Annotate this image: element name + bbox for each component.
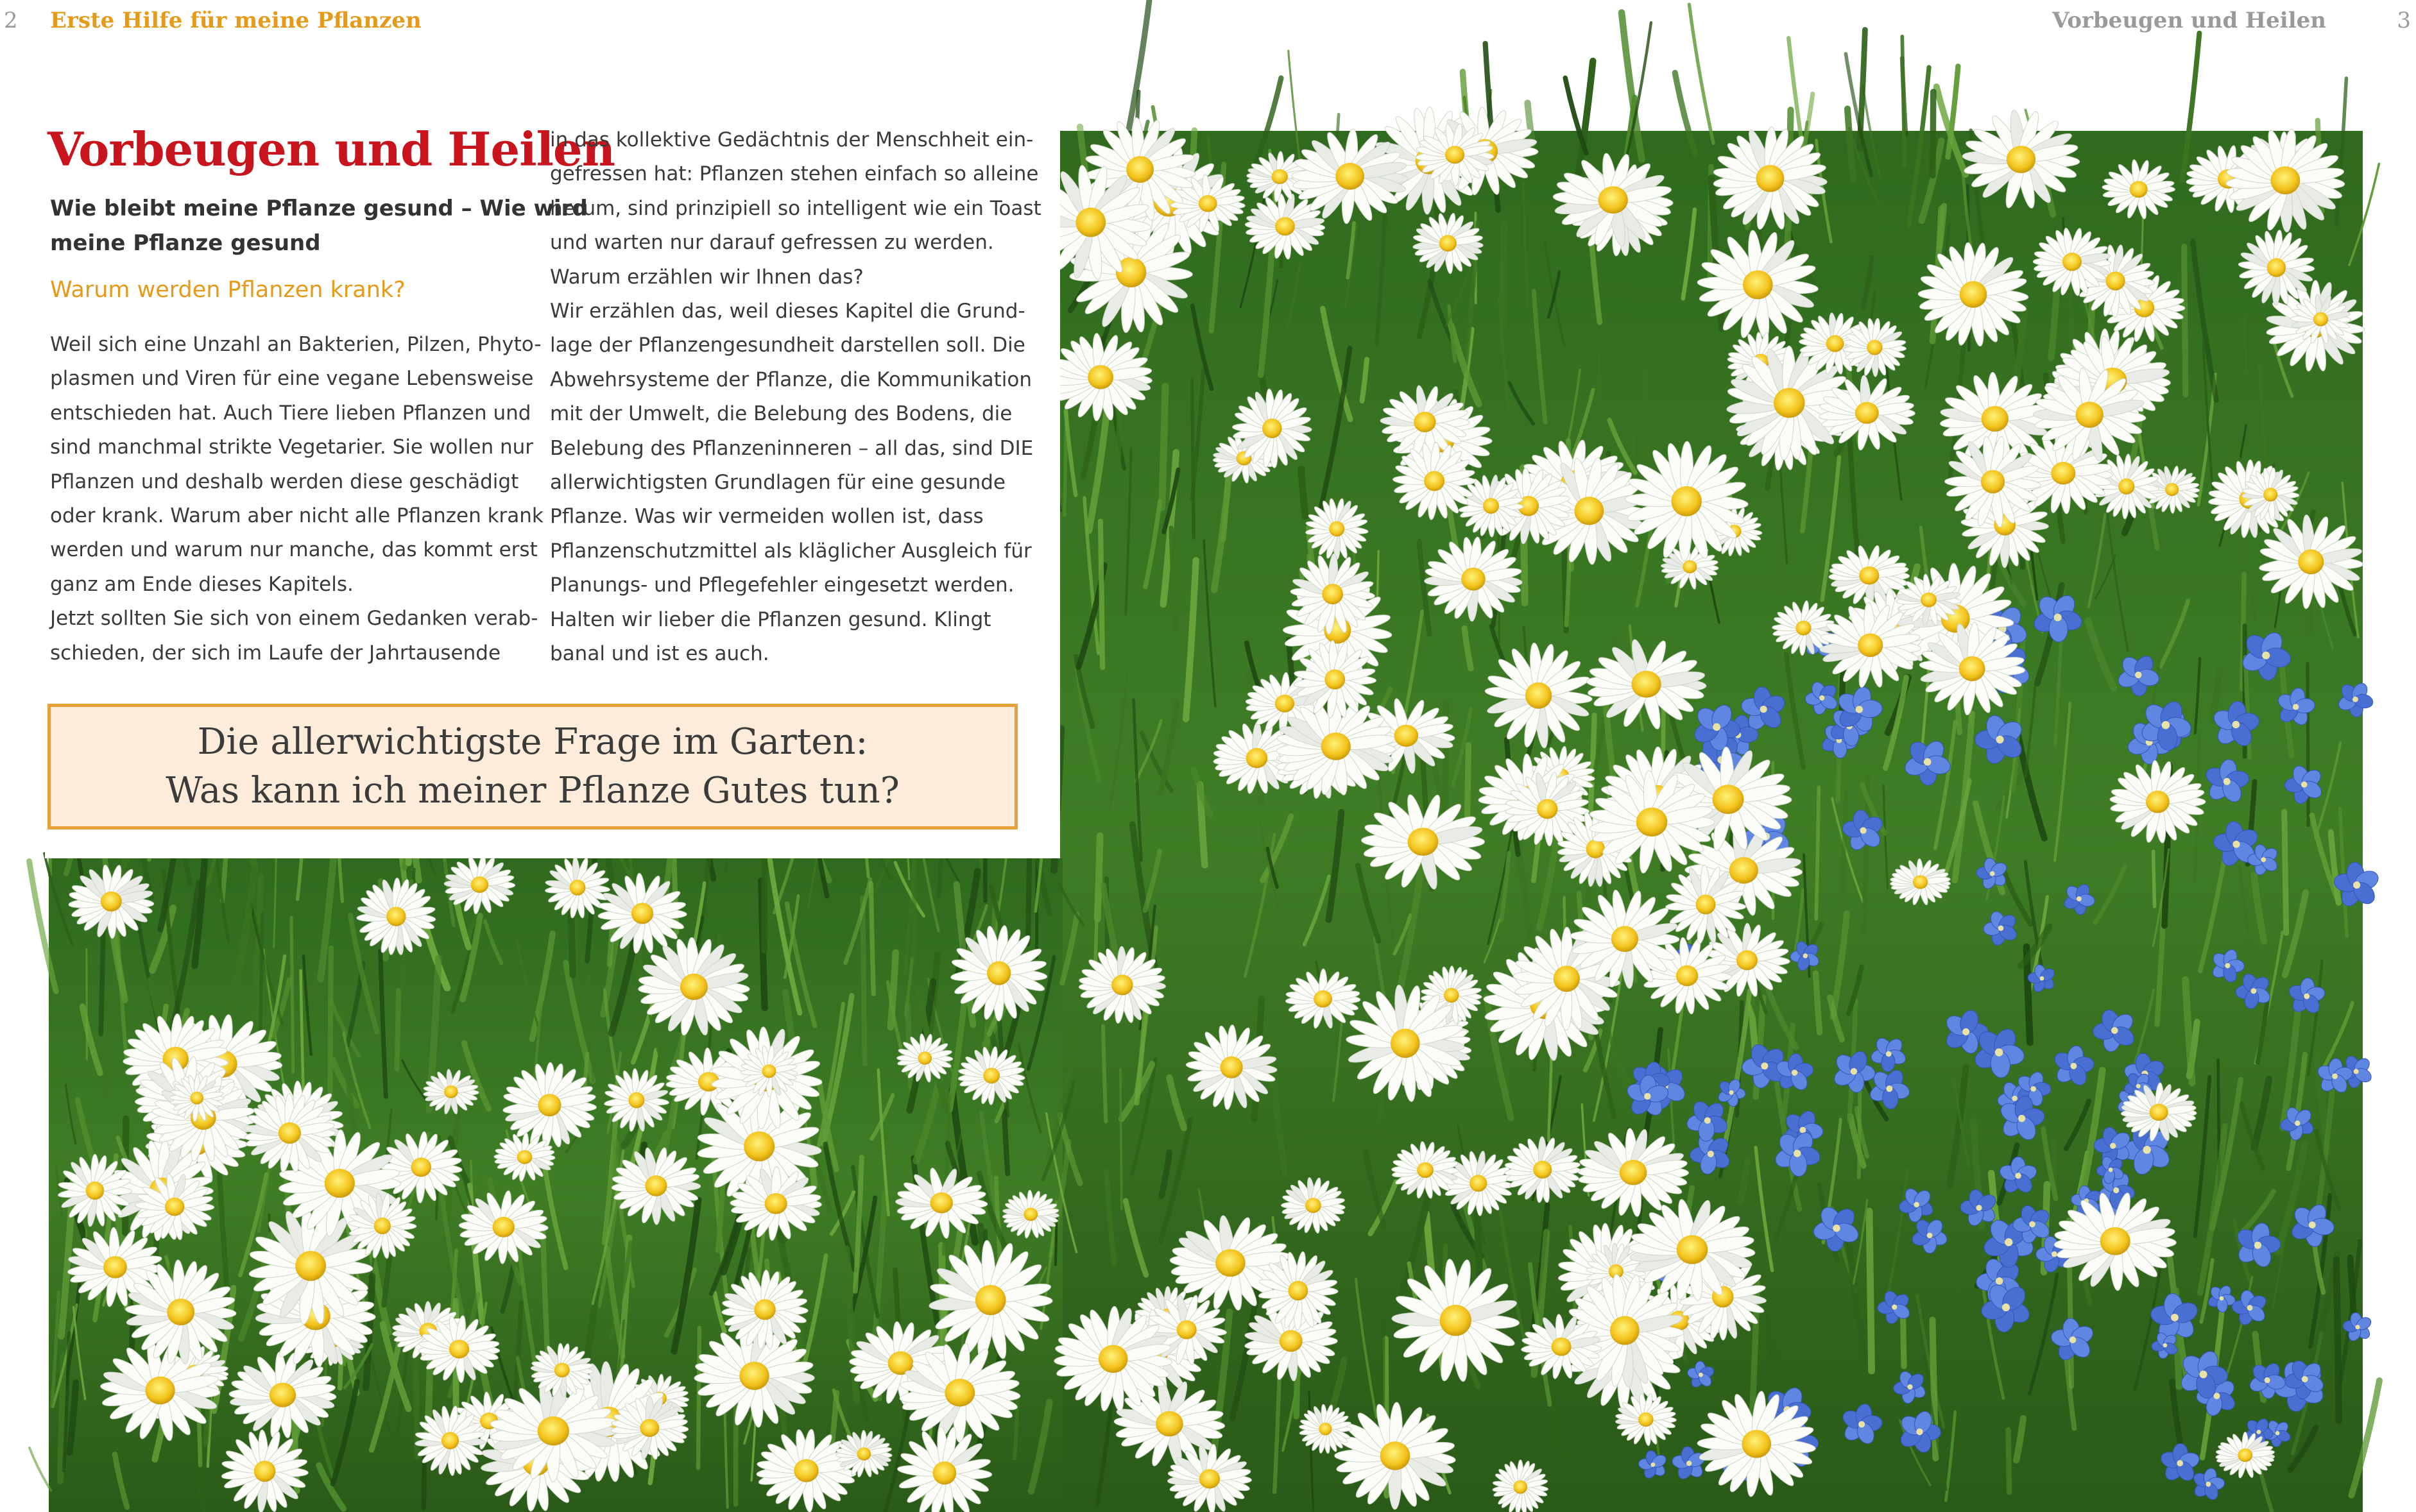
body-line: in das kollektive Gedächtnis der Menschheit ein- [550, 128, 1034, 151]
body-line: plasmen und Viren für eine vegane Lebensweise [50, 367, 534, 391]
body-line: Belebung des Pflanzeninneren – all das, sind DIE [550, 436, 1034, 460]
article-subtitle [50, 191, 588, 260]
callout-line: Was kann ich meiner Pflanze Gutes tun? [166, 770, 900, 811]
body-line: banal und ist es auch. [550, 642, 769, 666]
left-page-number: 2 [4, 8, 18, 33]
right-running-header: Vorbeugen und Heilen [2052, 8, 2326, 33]
body-line: Wir erzählen das, weil dieses Kapitel die Grund- [550, 300, 1025, 323]
body-line: herum, sind prinzipiell so intelligent wie ein Toast [550, 196, 1041, 220]
callout-line: Die allerwichtigste Frage im Garten: [197, 721, 868, 763]
body-line: lage der Pflanzengesundheit darstellen soll. Die [550, 334, 1025, 357]
article-title: Vorbeugen und Heilen [47, 122, 615, 176]
right-page-number: 3 [2397, 8, 2411, 33]
body-line: Planungs- und Pflegefehler eingesetzt werden. [550, 573, 1015, 597]
body-line: Warum erzählen wir Ihnen das? [550, 265, 864, 289]
body-line: Halten wir lieber die Pflanzen gesund. Klingt [550, 607, 991, 631]
body-line: und warten nur darauf gefressen zu werden. [550, 231, 994, 255]
body-line: entschieden hat. Auch Tiere lieben Pflanzen und [50, 401, 531, 425]
body-column-2 [550, 123, 1041, 672]
section-heading: Warum werden Pflanzen krank? [50, 277, 406, 303]
body-line: oder krank. Warum aber nicht alle Pflanzen krank [50, 504, 544, 528]
body-line: allerwichtigsten Grundlagen für eine gesunde [550, 471, 1006, 495]
body-line: schieden, der sich im Laufe der Jahrtausende [50, 641, 501, 665]
callout-box [47, 704, 1018, 829]
body-line: Pflanzenschutzmittel als kläglicher Ausgleich für [550, 539, 1032, 563]
body-line: Pflanze. Was wir vermeiden wollen ist, dass [550, 505, 984, 529]
body-line: Abwehrsysteme der Pflanze, die Kommunikation [550, 368, 1032, 391]
body-line: ganz am Ende dieses Kapitels. [50, 572, 354, 596]
body-line: Jetzt sollten Sie sich von einem Gedanken verab- [50, 607, 538, 631]
body-line: gefressen hat: Pflanzen stehen einfach so alleine [550, 162, 1039, 186]
left-running-header: Erste Hilfe für meine Pflanzen [50, 8, 422, 33]
body-line: Pflanzen und deshalb werden diese geschädigt [50, 470, 519, 493]
body-line: werden und warum nur manche, das kommt erst [50, 538, 538, 562]
body-column-1 [50, 328, 544, 670]
body-line: mit der Umwelt, die Belebung des Bodens, die [550, 402, 1013, 426]
subtitle-line: meine Pflanze gesund [50, 230, 321, 256]
body-line: Weil sich eine Unzahl an Bakterien, Pilzen, Phyto- [50, 333, 542, 356]
subtitle-line: Wie bleibt meine Pflanze gesund – Wie wird [50, 196, 588, 221]
body-line: sind manchmal strikte Vegetarier. Sie wollen nur [50, 436, 534, 459]
